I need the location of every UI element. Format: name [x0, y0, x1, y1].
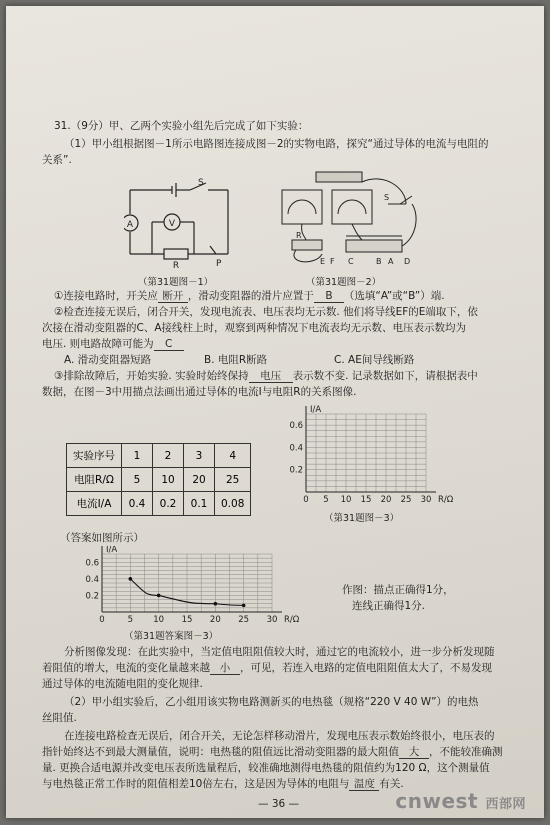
x-tick-label: 25 [400, 495, 412, 505]
cnwest-watermark-logo: cnwest 西部网 [395, 789, 526, 813]
part2-line3: 在连接电路检查无误后，闭合开关，无论怎样移动滑片，发现电压表示数始终很小，电压表的 [64, 730, 495, 742]
part2-line6: 与电热毯正常工作时的阻值相差10倍左右，这是因为导体的电阻与 温度 有关. [42, 778, 404, 790]
table-header: 电阻R/Ω [67, 468, 122, 492]
x-tick-label: 30 [420, 495, 432, 505]
answer-graph [72, 546, 312, 624]
y-tick-label: 0.2 [289, 465, 303, 476]
data-point [214, 602, 218, 606]
y-tick-label: 0.2 [85, 591, 99, 602]
voltmeter-label: V [168, 219, 176, 229]
grading-note-2: 连线正确得1分. [352, 600, 426, 612]
x-tick-label: 20 [209, 615, 221, 624]
resistor-label: R [172, 261, 180, 268]
y-axis-label: I/A [310, 405, 322, 415]
answer-note: （答案如图所示） [60, 532, 144, 544]
table-row: 电流I/A 0.4 0.2 0.1 0.08 [67, 492, 251, 516]
physical-circuit [276, 168, 426, 272]
x-tick-label: 10 [153, 615, 165, 624]
exam-page [6, 6, 544, 818]
table-row: 实验序号 1 2 3 4 [67, 444, 251, 468]
part2-line4: 指针始终达不到最大测量值，说明：电热毯的阻值远比滑动变阻器的最大阻值 大 ，不能较准确测 [42, 746, 503, 758]
q3-line2: 数据，在图－3中用描点法画出通过导体的电流I与电阻R的关系图像. [42, 386, 357, 398]
data-table [66, 443, 251, 516]
x-tick-label: 20 [380, 495, 392, 505]
svg-text:C: C [348, 257, 354, 266]
data-point [129, 577, 133, 581]
x-tick-label: 0 [99, 615, 105, 624]
part2-line1: （2）甲小组实验后，乙小组用该实物电路测新买的电热毯（规格“220 V 40 W”）的电热 [64, 696, 479, 708]
part2-line5: 量. 更换合适电源并改变电压表所选量程后，较准确地测得电热毯的阻值约为120 Ω，这个测量值 [42, 762, 490, 774]
x-tick-label: 15 [360, 495, 372, 505]
table-row: 电阻R/Ω 5 10 20 25 [67, 468, 251, 492]
blank-graph [284, 404, 456, 508]
option-c: C. AE间导线断路 [334, 354, 415, 366]
data-point [242, 604, 246, 608]
y-tick-label: 0.6 [289, 421, 303, 432]
svg-text:D: D [404, 257, 411, 266]
analysis-line1: 分析图像发现：在此实验中，当定值电阻阻值较大时，通过它的电流较小，进一步分析发现随 [64, 646, 495, 658]
svg-text:A: A [388, 257, 394, 266]
y-axis-label: I/A [106, 546, 118, 555]
part2-line2: 丝阻值. [42, 712, 77, 724]
x-tick-label: 10 [340, 495, 352, 505]
page-number: — 36 — [258, 798, 300, 810]
circuit-diagram [124, 176, 234, 268]
q2-line3: 电压. 则电路故障可能为 C [42, 338, 184, 351]
slider-label: P [216, 259, 222, 268]
svg-text:B: B [376, 257, 382, 266]
x-tick-label: 0 [303, 495, 309, 505]
option-b: B. 电阻R断路 [204, 354, 268, 366]
q2-line2: 次接在滑动变阻器的C、A接线柱上时，观察到两种情况下电流表均无示数、电压表示数均为 [42, 322, 467, 334]
fig2-caption: （第31题图－2） [306, 277, 382, 288]
ammeter-label: A [126, 220, 134, 230]
x-axis-label: R/Ω [284, 615, 300, 624]
table-header: 实验序号 [67, 444, 122, 468]
svg-text:F: F [330, 257, 335, 266]
q2-line1: ②检查连接无误后，闭合开关，发现电流表、电压表均无示数. 他们将导线EF的E端取下，依 [54, 306, 478, 318]
y-tick-label: 0.4 [289, 443, 303, 454]
x-tick-label: 5 [127, 615, 134, 624]
x-tick-label: 30 [266, 615, 278, 624]
y-tick-label: 0.6 [85, 558, 99, 569]
svg-text:S: S [384, 193, 390, 202]
fig1-caption: （第31题图－1） [138, 277, 214, 288]
switch-label: S [198, 178, 204, 188]
q1-text: ①连接电路时，开关应 断开 ，滑动变阻器的滑片应置于 B （选填“A”或“B”）端. [54, 290, 445, 302]
answer-fig-caption: （第31题答案图－3） [124, 631, 219, 642]
y-tick-label: 0.4 [85, 574, 99, 585]
option-a: A. 滑动变阻器短路 [64, 354, 152, 366]
part1-line2: 关系”. [42, 154, 72, 166]
question-header: 31.（9分）甲、乙两个实验小组先后完成了如下实验： [54, 120, 309, 132]
svg-text:E: E [320, 257, 326, 266]
x-tick-label: 25 [238, 615, 250, 624]
table-header: 电流I/A [67, 492, 122, 516]
fig3-caption: （第31题图－3） [324, 513, 400, 524]
q3-line1: ③排除故障后，开始实验. 实验时始终保持 电压 表示数不变. 记录数据如下，请根据表中 [54, 370, 478, 382]
analysis-line3: 通过导体的电流随电阻的变化规律. [42, 678, 203, 690]
grading-note-1: 作图：描点正确得1分， [342, 584, 454, 596]
x-axis-label: R/Ω [438, 495, 454, 505]
x-tick-label: 15 [181, 615, 193, 624]
data-point [157, 594, 161, 598]
part1-line1: （1）甲小组根据图－1所示电路图连接成图－2的实物电路，探究“通过导体的电流与电阻的 [64, 138, 489, 150]
analysis-line2: 着阻值的增大，电流的变化量越来越 小 ，可见，若连入电路的定值电阻阻值太大了，不易发现 [42, 662, 492, 674]
x-tick-label: 5 [323, 495, 329, 505]
svg-text:R: R [296, 231, 302, 240]
